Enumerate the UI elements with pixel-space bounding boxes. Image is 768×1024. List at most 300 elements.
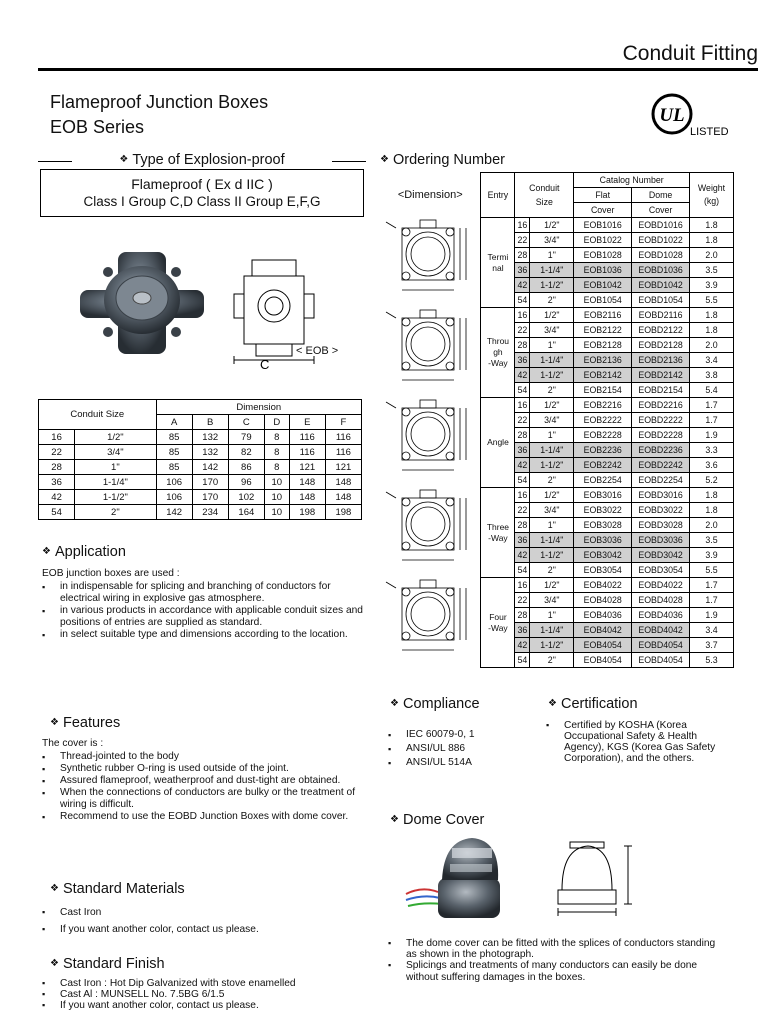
ordering-weight: 5.5	[690, 293, 734, 308]
dim-value: 121	[289, 460, 325, 475]
eob-side-drawing	[230, 252, 360, 370]
dim-value: 8	[264, 430, 289, 445]
ordering-weight: 3.9	[690, 278, 734, 293]
dim-value: 148	[289, 490, 325, 505]
ordering-weight: 2.0	[690, 338, 734, 353]
materials-list	[40, 904, 368, 938]
dim-value: 106	[156, 475, 192, 490]
ordering-dome-cover-code: EOBD4036	[632, 608, 690, 623]
drawing-label-c: C	[260, 357, 270, 370]
dim-value: 85	[156, 445, 192, 460]
ordering-size-inch: 2"	[530, 563, 574, 578]
ordering-entry-type	[481, 398, 515, 488]
finish-heading: ❖ Standard Finish	[50, 956, 165, 972]
material-item: ▪ Cast Iron	[40, 904, 368, 921]
ordering-size-mm: 22	[515, 503, 530, 518]
ordering-table-row	[380, 488, 734, 503]
ordering-size-mm: 54	[515, 293, 530, 308]
ordering-weight: 3.4	[690, 353, 734, 368]
ordering-flat-cover-code: EOB3028	[574, 518, 632, 533]
dim-value: 85	[156, 460, 192, 475]
dome-cover-item: ▪ The dome cover can be fitted with the splices of conductors standing as shown in the photograph.	[386, 938, 720, 960]
ordering-weight: 3.8	[690, 368, 734, 383]
ordering-weight: 1.8	[690, 323, 734, 338]
ordering-dome-cover-code: EOBD3054	[632, 563, 690, 578]
ordering-flat-cover-code: EOB2242	[574, 458, 632, 473]
ordering-dome-cover-code: EOBD2128	[632, 338, 690, 353]
ordering-dome-cover-code: EOBD3022	[632, 503, 690, 518]
features-list	[40, 751, 368, 823]
ordering-size-mm: 28	[515, 338, 530, 353]
ordering-size-inch: 1"	[530, 248, 574, 263]
ordering-dome-cover-code: EOBD4054	[632, 638, 690, 653]
dim-value: 148	[325, 490, 361, 505]
ordering-flat-cover-code: EOB2122	[574, 323, 632, 338]
ordering-header-flat: Flat	[574, 188, 632, 203]
certification-heading: ❖ Certification	[548, 696, 638, 712]
explosion-heading: ❖ Type of Explosion-proof	[119, 152, 285, 168]
application-item: ▪ in select suitable type and dimensions according to the location.	[40, 629, 368, 641]
ordering-header-weight: Weight (kg)	[690, 173, 734, 218]
dim-col-header: D	[264, 415, 289, 430]
dim-value: 142	[192, 460, 228, 475]
ordering-size-inch: 1-1/2"	[530, 278, 574, 293]
product-title-line1: Flameproof Junction Boxes	[50, 92, 269, 112]
ordering-dome-cover-code: EOBD1054	[632, 293, 690, 308]
dim-table-row	[39, 490, 362, 505]
ul-mark: UL	[659, 105, 685, 126]
ordering-flat-cover-code: EOB4022	[574, 578, 632, 593]
ordering-flat-cover-code: EOB3054	[574, 563, 632, 578]
ordering-size-mm: 36	[515, 533, 530, 548]
feature-item: ▪ Thread-jointed to the body	[40, 751, 368, 763]
ordering-size-mm: 28	[515, 248, 530, 263]
ordering-size-mm: 54	[515, 383, 530, 398]
ordering-size-inch: 3/4"	[530, 413, 574, 428]
ordering-size-inch: 1/2"	[530, 488, 574, 503]
ordering-size-inch: 1/2"	[530, 308, 574, 323]
ordering-entry-line: Three	[486, 521, 510, 532]
ordering-table-row	[380, 308, 734, 323]
ordering-flat-cover-code: EOB2128	[574, 338, 632, 353]
ordering-dome-cover-code: EOBD4028	[632, 593, 690, 608]
ordering-flat-cover-code: EOB2254	[574, 473, 632, 488]
ordering-size-inch: 1/2"	[530, 398, 574, 413]
ordering-weight: 5.5	[690, 563, 734, 578]
ordering-heading: ❖ Ordering Number	[380, 152, 505, 168]
ordering-size-mm: 36	[515, 623, 530, 638]
ordering-size-mm: 16	[515, 578, 530, 593]
ordering-entry-type	[481, 578, 515, 668]
ordering-weight: 1.8	[690, 488, 734, 503]
ordering-flat-cover-code: EOB1022	[574, 233, 632, 248]
ordering-flat-cover-code: EOB4054	[574, 638, 632, 653]
ordering-flat-cover-code: EOB2136	[574, 353, 632, 368]
ordering-size-mm: 28	[515, 428, 530, 443]
ordering-flat-cover-code: EOB2228	[574, 428, 632, 443]
ordering-dome-cover-code: EOBD3016	[632, 488, 690, 503]
dim-header-dimension: Dimension	[156, 400, 361, 415]
ordering-entry-type	[481, 308, 515, 398]
ordering-table	[380, 172, 734, 668]
finish-item: ▪ Cast Iron : Hot Dip Galvanized with stove enamelled	[40, 978, 370, 989]
ordering-size-inch: 3/4"	[530, 233, 574, 248]
ordering-dome-cover-code: EOBD2116	[632, 308, 690, 323]
ordering-size-inch: 3/4"	[530, 323, 574, 338]
ordering-size-mm: 36	[515, 353, 530, 368]
ordering-weight: 1.9	[690, 608, 734, 623]
dimension-table	[38, 399, 362, 520]
ordering-weight: 1.7	[690, 398, 734, 413]
ordering-header-catalog-number: Catalog Number	[574, 173, 690, 188]
ordering-weight: 1.8	[690, 308, 734, 323]
features-intro: The cover is :	[42, 738, 104, 749]
ordering-size-inch: 1"	[530, 608, 574, 623]
dim-value: 132	[192, 430, 228, 445]
feature-item: ▪ Recommend to use the EOBD Junction Boxes with dome cover.	[40, 811, 368, 823]
ordering-size-mm: 54	[515, 653, 530, 668]
ordering-entry-line: -Way	[488, 532, 508, 543]
ordering-size-inch: 1-1/4"	[530, 533, 574, 548]
ordering-flat-cover-code: EOB3042	[574, 548, 632, 563]
dim-table-row	[39, 445, 362, 460]
feature-item: ▪ When the connections of conductors are bulky or the treatment of wiring is difficult.	[40, 787, 368, 811]
ordering-size-mm: 22	[515, 413, 530, 428]
dim-size-inch: 1-1/2"	[75, 490, 156, 505]
ordering-header-dome-cover: Cover	[632, 203, 690, 218]
ordering-weight: 2.0	[690, 248, 734, 263]
dim-value: 234	[192, 505, 228, 520]
ordering-dome-cover-code: EOBD1036	[632, 263, 690, 278]
ordering-entry-line: -Way	[488, 358, 508, 368]
dim-value: 142	[156, 505, 192, 520]
dim-value: 10	[264, 505, 289, 520]
finish-item: ▪ Cast Al : MUNSELL No. 7.5BG 6/1.5	[40, 989, 370, 1000]
dim-value: 116	[289, 445, 325, 460]
page-header-title: Conduit Fitting	[622, 42, 758, 65]
ordering-header-conduit-size: Conduit Size	[515, 173, 574, 218]
ordering-size-inch: 3/4"	[530, 503, 574, 518]
ordering-flat-cover-code: EOB4036	[574, 608, 632, 623]
ordering-entry-line: Angle	[487, 437, 509, 447]
ordering-dome-cover-code: EOBD2216	[632, 398, 690, 413]
ordering-size-inch: 1-1/2"	[530, 548, 574, 563]
ordering-size-inch: 1"	[530, 518, 574, 533]
dome-cover-photo	[402, 834, 520, 924]
ordering-size-mm: 42	[515, 368, 530, 383]
ordering-weight: 3.7	[690, 638, 734, 653]
feature-item: ▪ Assured flameproof, weatherproof and dust-tight are obtained.	[40, 775, 368, 787]
dim-value: 106	[156, 490, 192, 505]
ordering-header-entry: Entry	[481, 173, 515, 218]
header-rule	[38, 68, 758, 71]
ordering-size-inch: 1-1/2"	[530, 458, 574, 473]
junction-box-photo	[72, 248, 212, 358]
dim-value: 86	[228, 460, 264, 475]
ordering-weight: 1.8	[690, 233, 734, 248]
product-title	[50, 90, 268, 140]
features-heading: ❖ Features	[50, 715, 121, 731]
dim-size-mm: 42	[39, 490, 75, 505]
ordering-flat-cover-code: EOB3036	[574, 533, 632, 548]
ordering-dome-cover-code: EOBD3028	[632, 518, 690, 533]
compliance-item: ▪ IEC 60079-0, 1	[386, 728, 536, 742]
ordering-dome-cover-code: EOBD2236	[632, 443, 690, 458]
material-item: ▪ If you want another color, contact us please.	[40, 921, 368, 938]
ordering-dome-cover-code: EOBD3036	[632, 533, 690, 548]
ordering-weight: 5.2	[690, 473, 734, 488]
dim-table-row	[39, 475, 362, 490]
ordering-entry-line: Termi	[487, 251, 509, 262]
ordering-size-inch: 1-1/4"	[530, 263, 574, 278]
application-intro: EOB junction boxes are used :	[42, 568, 180, 579]
ul-logo-icon	[650, 92, 740, 138]
dim-value: 198	[289, 505, 325, 520]
ordering-flat-cover-code: EOB1016	[574, 218, 632, 233]
dim-col-header: C	[228, 415, 264, 430]
ordering-size-mm: 22	[515, 593, 530, 608]
ordering-size-mm: 54	[515, 473, 530, 488]
finish-item: ▪ If you want another color, contact us please.	[40, 1000, 370, 1011]
ordering-size-mm: 22	[515, 233, 530, 248]
ordering-table-row	[380, 578, 734, 593]
ordering-size-inch: 1"	[530, 428, 574, 443]
dim-size-mm: 16	[39, 430, 75, 445]
dim-value: 102	[228, 490, 264, 505]
ordering-weight: 3.6	[690, 458, 734, 473]
ordering-entry-line: -Way	[488, 622, 508, 633]
dim-size-mm: 36	[39, 475, 75, 490]
dim-value: 170	[192, 475, 228, 490]
ordering-size-mm: 42	[515, 548, 530, 563]
ordering-dimension-label: <Dimension>	[380, 173, 481, 218]
dim-size-mm: 22	[39, 445, 75, 460]
ordering-size-mm: 16	[515, 308, 530, 323]
ordering-table-row	[380, 398, 734, 413]
ordering-dome-cover-code: EOBD4042	[632, 623, 690, 638]
dim-value: 10	[264, 490, 289, 505]
certification-item: ▪ Certified by KOSHA (Korea Occupational Safety & Health Agency), KGS (Korea Gas Safety Corporation), and the others.	[544, 720, 734, 764]
ordering-entry-line: Throu	[486, 336, 510, 346]
ordering-flat-cover-code: EOB1042	[574, 278, 632, 293]
ordering-dimension-drawing	[380, 488, 481, 578]
ordering-dome-cover-code: EOBD2254	[632, 473, 690, 488]
ordering-flat-cover-code: EOB1036	[574, 263, 632, 278]
dim-size-mm: 54	[39, 505, 75, 520]
ordering-dome-cover-code: EOBD1016	[632, 218, 690, 233]
dim-size-inch: 1"	[75, 460, 156, 475]
ordering-dome-cover-code: EOBD3042	[632, 548, 690, 563]
ordering-size-inch: 1-1/4"	[530, 443, 574, 458]
dim-table-row	[39, 505, 362, 520]
ordering-size-inch: 1-1/2"	[530, 368, 574, 383]
ul-listed-text: LISTED	[690, 126, 729, 138]
dim-value: 148	[289, 475, 325, 490]
ordering-dimension-drawing	[380, 578, 481, 668]
dome-cover-drawing	[548, 838, 642, 920]
ordering-weight: 1.7	[690, 578, 734, 593]
ordering-table-row	[380, 218, 734, 233]
ul-listed-logo	[650, 92, 740, 143]
application-heading: ❖ Application	[42, 544, 126, 560]
ordering-flat-cover-code: EOB4054	[574, 653, 632, 668]
dim-header-conduit-size: Conduit Size	[39, 400, 157, 430]
ordering-size-mm: 42	[515, 638, 530, 653]
product-title-line2: EOB Series	[50, 117, 145, 137]
ordering-flat-cover-code: EOB1028	[574, 248, 632, 263]
ordering-weight: 5.4	[690, 383, 734, 398]
materials-heading: ❖ Standard Materials	[50, 881, 185, 897]
ordering-entry-type	[481, 218, 515, 308]
dim-value: 148	[325, 475, 361, 490]
ordering-size-inch: 1/2"	[530, 218, 574, 233]
ordering-entry-type	[481, 488, 515, 578]
ordering-dome-cover-code: EOBD2154	[632, 383, 690, 398]
dim-value: 121	[325, 460, 361, 475]
ordering-dome-cover-code: EOBD2136	[632, 353, 690, 368]
ordering-flat-cover-code: EOB4028	[574, 593, 632, 608]
ordering-dome-cover-code: EOBD2122	[632, 323, 690, 338]
ordering-size-inch: 2"	[530, 473, 574, 488]
ordering-size-mm: 22	[515, 323, 530, 338]
ordering-size-mm: 28	[515, 518, 530, 533]
dim-size-mm: 28	[39, 460, 75, 475]
ordering-size-mm: 54	[515, 563, 530, 578]
dome-cover-heading: ❖ Dome Cover	[390, 812, 485, 828]
ordering-dome-cover-code: EOBD1042	[632, 278, 690, 293]
ordering-size-mm: 28	[515, 608, 530, 623]
dim-value: 164	[228, 505, 264, 520]
ordering-dome-cover-code: EOBD1028	[632, 248, 690, 263]
application-item: ▪ in various products in accordance with applicable conduit sizes and positions of entries are supplied as standard.	[40, 605, 368, 629]
dim-value: 132	[192, 445, 228, 460]
ordering-dome-cover-code: EOBD2228	[632, 428, 690, 443]
application-item: ▪ in indispensable for splicing and branching of conductors for electrical wiring in explosive gas atmosphere.	[40, 581, 368, 605]
ordering-weight: 5.3	[690, 653, 734, 668]
dim-value: 96	[228, 475, 264, 490]
compliance-heading: ❖ Compliance	[390, 696, 480, 712]
ordering-dome-cover-code: EOBD2222	[632, 413, 690, 428]
dim-value: 85	[156, 430, 192, 445]
ordering-entry-line: gh	[493, 347, 503, 357]
ordering-size-mm: 42	[515, 458, 530, 473]
ordering-weight: 1.8	[690, 218, 734, 233]
explosion-line2: Class I Group C,D Class II Group E,F,G	[83, 194, 321, 209]
ordering-size-mm: 36	[515, 443, 530, 458]
dim-value: 170	[192, 490, 228, 505]
dim-col-header: F	[325, 415, 361, 430]
dim-value: 198	[325, 505, 361, 520]
certification-list	[544, 720, 734, 764]
ordering-flat-cover-code: EOB3016	[574, 488, 632, 503]
finish-list	[40, 978, 370, 1011]
ordering-flat-cover-code: EOB2142	[574, 368, 632, 383]
ordering-dimension-drawing	[380, 308, 481, 398]
dim-value: 82	[228, 445, 264, 460]
ordering-size-mm: 16	[515, 398, 530, 413]
compliance-list	[386, 728, 536, 770]
ordering-flat-cover-code: EOB2154	[574, 383, 632, 398]
dim-col-header: B	[192, 415, 228, 430]
ordering-flat-cover-code: EOB2116	[574, 308, 632, 323]
ordering-size-inch: 1/2"	[530, 578, 574, 593]
ordering-weight: 1.9	[690, 428, 734, 443]
dim-size-inch: 1/2"	[75, 430, 156, 445]
dome-cover-list	[386, 938, 720, 983]
ordering-dome-cover-code: EOBD1022	[632, 233, 690, 248]
dim-size-inch: 3/4"	[75, 445, 156, 460]
ordering-flat-cover-code: EOB1054	[574, 293, 632, 308]
dim-table-row	[39, 430, 362, 445]
ordering-flat-cover-code: EOB3022	[574, 503, 632, 518]
dim-value: 116	[289, 430, 325, 445]
dim-value: 116	[325, 430, 361, 445]
eob-label: < EOB >	[296, 345, 339, 357]
ordering-flat-cover-code: EOB4042	[574, 623, 632, 638]
ordering-size-inch: 1"	[530, 338, 574, 353]
dim-col-header: A	[156, 415, 192, 430]
ordering-size-inch: 1-1/4"	[530, 623, 574, 638]
ordering-entry-line: Four	[489, 611, 507, 622]
ordering-size-inch: 2"	[530, 383, 574, 398]
ordering-flat-cover-code: EOB2236	[574, 443, 632, 458]
ordering-dome-cover-code: EOBD2142	[632, 368, 690, 383]
ordering-weight: 3.4	[690, 623, 734, 638]
dim-size-inch: 1-1/4"	[75, 475, 156, 490]
ordering-size-inch: 2"	[530, 653, 574, 668]
compliance-item: ▪ ANSI/UL 514A	[386, 756, 536, 770]
ordering-weight: 3.9	[690, 548, 734, 563]
ordering-entry-line: nal	[492, 262, 504, 273]
feature-item: ▪ Synthetic rubber O-ring is used outside of the joint.	[40, 763, 368, 775]
ordering-dome-cover-code: EOBD4054	[632, 653, 690, 668]
compliance-item: ▪ ANSI/UL 886	[386, 742, 536, 756]
ordering-dome-cover-code: EOBD4022	[632, 578, 690, 593]
explosion-proof-box	[38, 152, 366, 218]
ordering-weight: 3.3	[690, 443, 734, 458]
ordering-weight: 3.5	[690, 533, 734, 548]
dim-value: 8	[264, 460, 289, 475]
ordering-dimension-drawing	[380, 218, 481, 308]
dim-value: 79	[228, 430, 264, 445]
ordering-header-dome: Dome	[632, 188, 690, 203]
explosion-line1: Flameproof ( Ex d IIC )	[131, 176, 273, 192]
ordering-dome-cover-code: EOBD2242	[632, 458, 690, 473]
dim-size-inch: 2"	[75, 505, 156, 520]
ordering-size-mm: 16	[515, 488, 530, 503]
ordering-size-mm: 16	[515, 218, 530, 233]
ordering-size-inch: 2"	[530, 293, 574, 308]
dim-value: 116	[325, 445, 361, 460]
dim-value: 10	[264, 475, 289, 490]
ordering-weight: 1.7	[690, 413, 734, 428]
ordering-size-inch: 1-1/2"	[530, 638, 574, 653]
ordering-dimension-drawing	[380, 398, 481, 488]
ordering-header-flat-cover: Cover	[574, 203, 632, 218]
ordering-weight: 1.8	[690, 503, 734, 518]
ordering-weight: 1.7	[690, 593, 734, 608]
ordering-size-inch: 1-1/4"	[530, 353, 574, 368]
dome-cover-item: ▪ Splicings and treatments of many conductors can easily be done without suffering damages in the boxes.	[386, 960, 720, 982]
dim-col-header: E	[289, 415, 325, 430]
ordering-size-mm: 42	[515, 278, 530, 293]
ordering-flat-cover-code: EOB2216	[574, 398, 632, 413]
dim-value: 8	[264, 445, 289, 460]
ordering-weight: 2.0	[690, 518, 734, 533]
application-list	[40, 581, 368, 641]
dim-table-row	[39, 460, 362, 475]
ordering-weight: 3.5	[690, 263, 734, 278]
